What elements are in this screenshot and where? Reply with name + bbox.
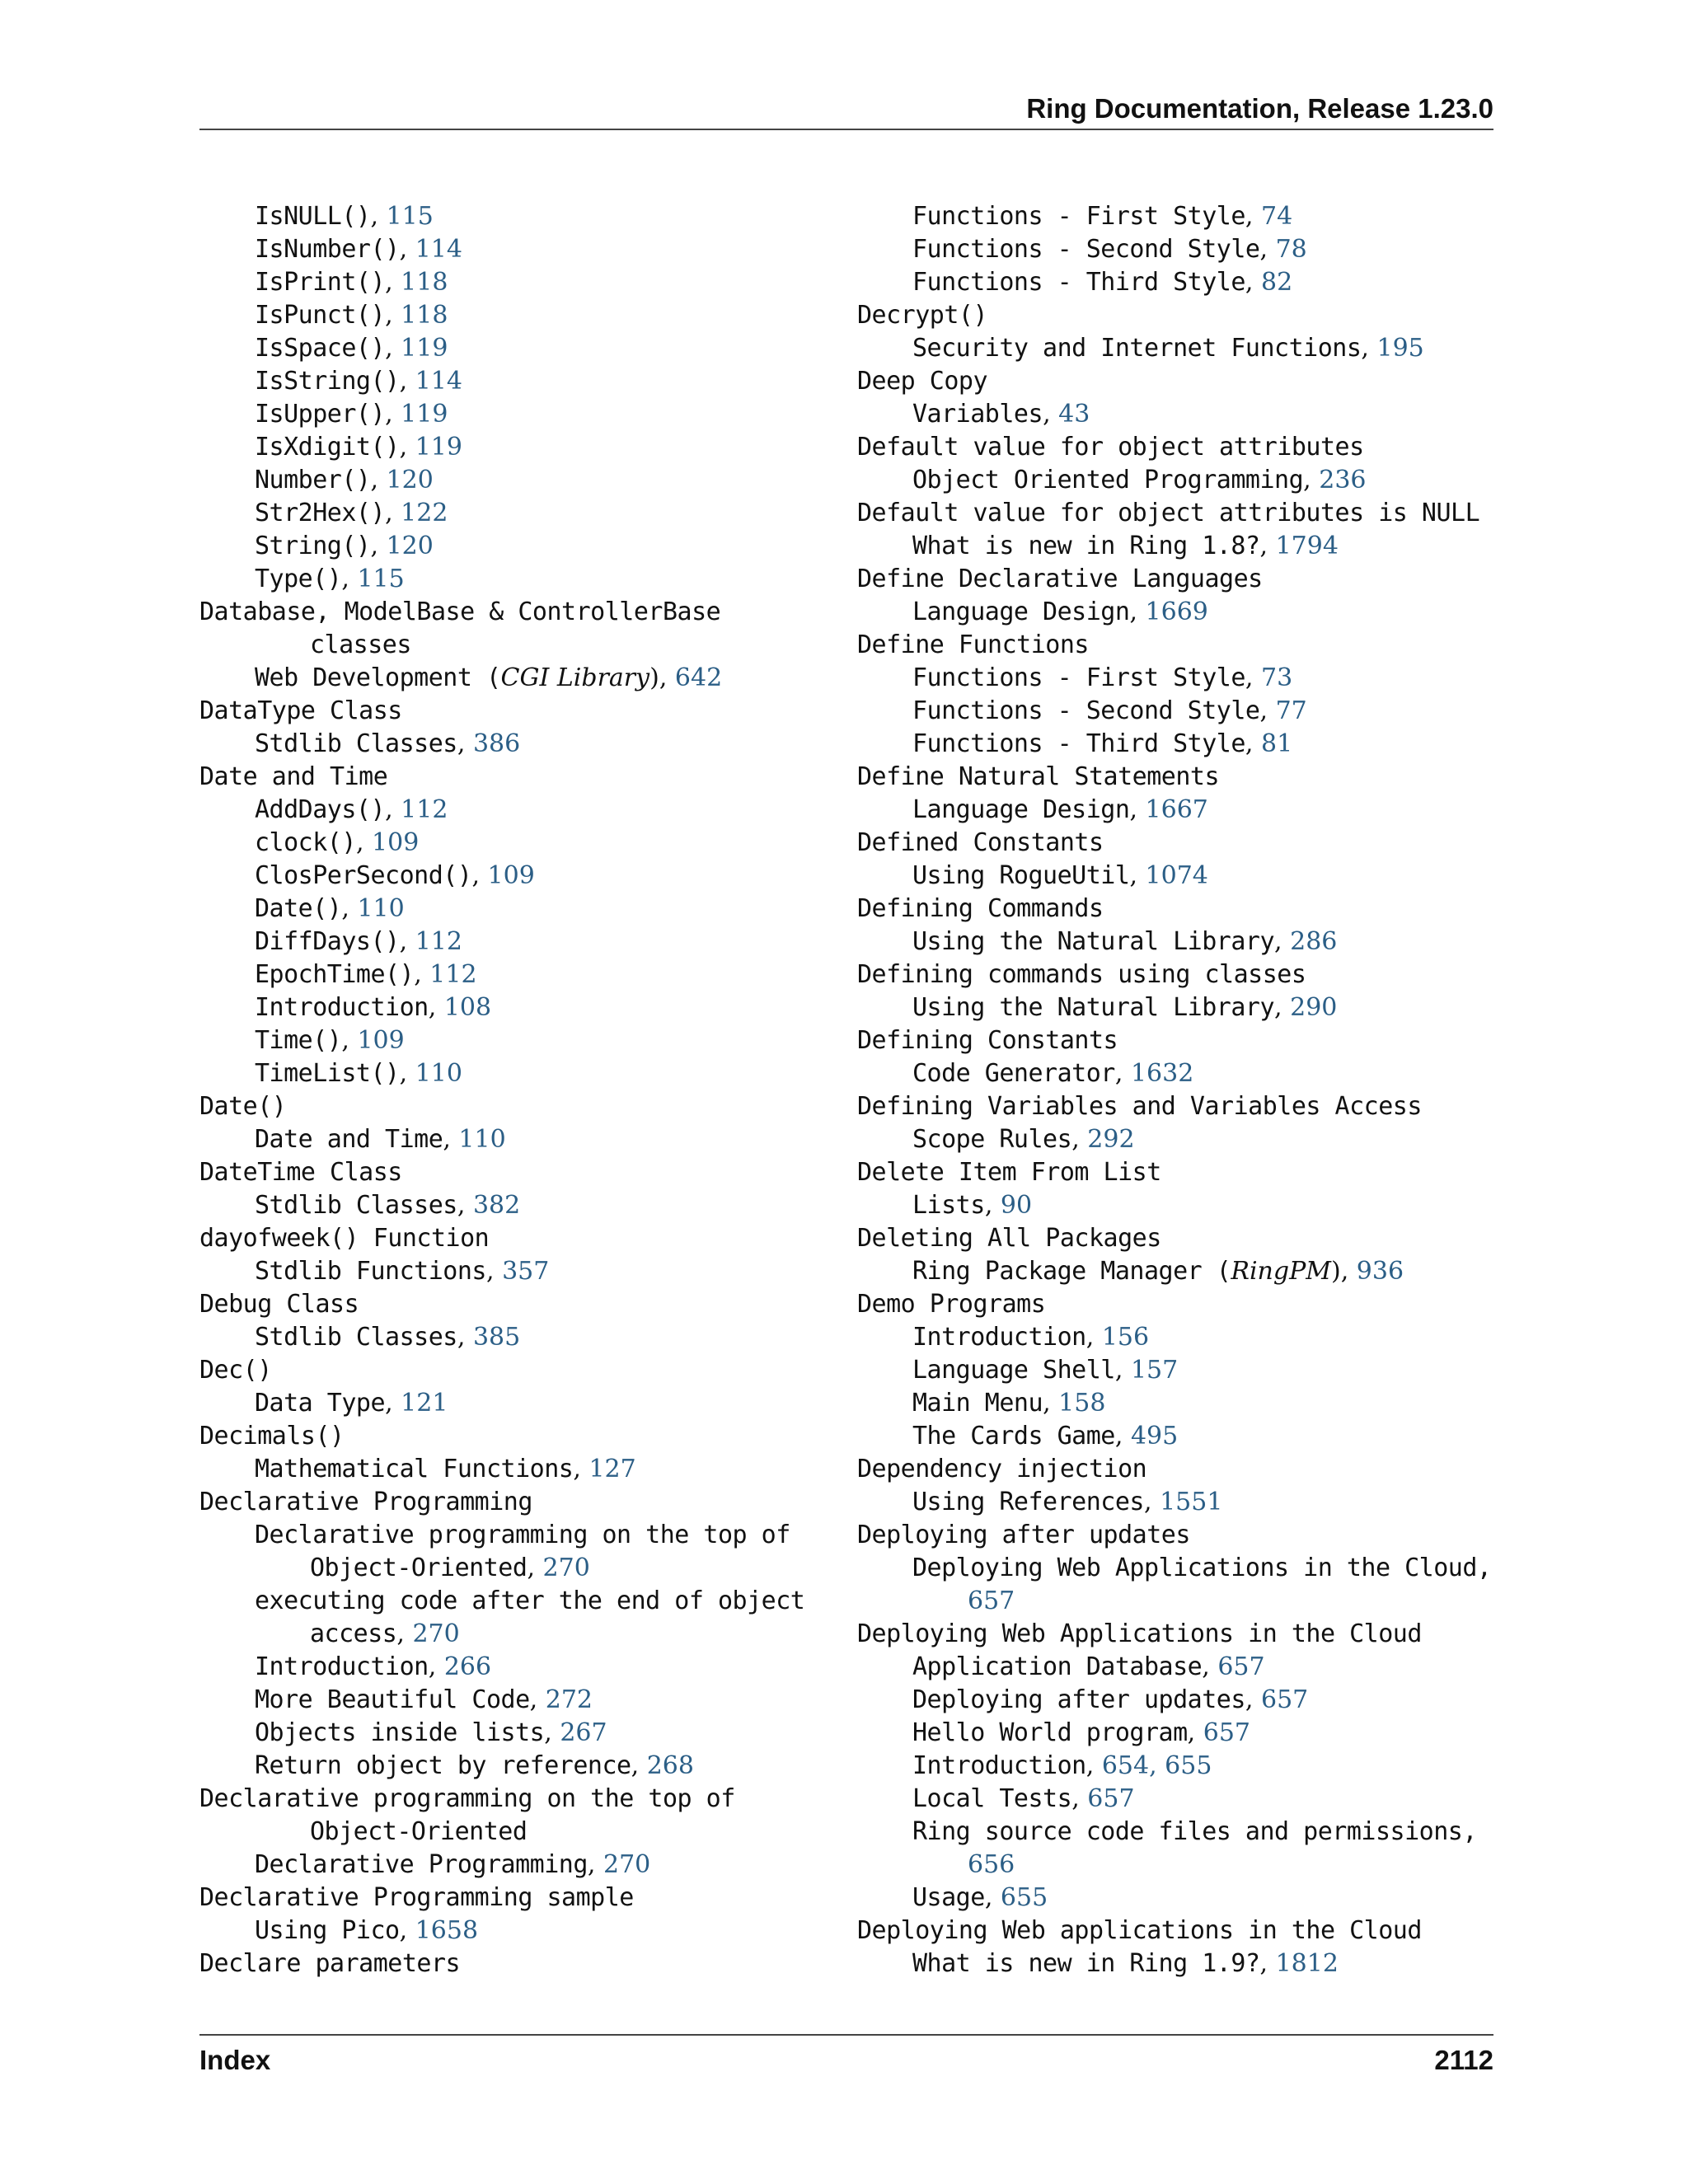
index-term-text: Define Functions	[857, 630, 1089, 659]
page-reference-link[interactable]: 77	[1275, 696, 1307, 725]
index-term-text: Dec()	[199, 1356, 272, 1385]
index-term-text: Data Type	[255, 1389, 386, 1418]
index-term-text: Using References	[912, 1488, 1144, 1516]
page-reference-link[interactable]: 119	[401, 334, 448, 363]
index-term-text: Default value for object attributes	[857, 433, 1364, 462]
index-subterm: Data Type, 121	[255, 1389, 448, 1418]
index-term-text: Functions - Third Style	[912, 729, 1245, 758]
index-term	[857, 1090, 1500, 1123]
index-subterm: Functions - Second Style, 77	[912, 696, 1307, 725]
index-term-text: More Beautiful Code	[255, 1685, 530, 1714]
page-reference-link[interactable]: 110	[458, 1125, 506, 1154]
page-reference-link[interactable]: 119	[401, 400, 448, 429]
page-reference-link[interactable]: 1632	[1130, 1059, 1194, 1088]
index-term-italic: RingPM	[1231, 1257, 1331, 1286]
index-term-text: Functions - First Style	[912, 663, 1245, 692]
index-term-text: Delete Item From List	[857, 1158, 1161, 1187]
index-term-text: Security and Internet Functions	[912, 334, 1362, 363]
index-subterm: Functions - First Style, 73	[912, 663, 1293, 692]
index-subterm: Local Tests, 657	[912, 1784, 1135, 1813]
index-term	[857, 1915, 1500, 1947]
index-subterm: clock(), 109	[255, 828, 420, 857]
index-term	[199, 1354, 826, 1387]
footer-section-label: Index	[199, 2045, 271, 2075]
page-reference-link[interactable]: 157	[1130, 1356, 1179, 1385]
index-subterm: IsString(), 114	[255, 367, 462, 396]
index-term-text: Deleting All Packages	[857, 1224, 1161, 1253]
index-term-text: Objects inside lists	[255, 1718, 545, 1747]
index-term-text: Declarative programming on the top of	[255, 1521, 790, 1549]
page-reference-link[interactable]: 78	[1275, 235, 1307, 264]
index-term-text: Stdlib Classes	[255, 729, 457, 758]
page-reference-link[interactable]: 357	[502, 1257, 550, 1286]
index-subterm: Application Database, 657	[912, 1652, 1265, 1681]
index-subterm: IsNULL(), 115	[255, 202, 434, 231]
page-reference-link[interactable]: 119	[415, 433, 462, 462]
index-term	[857, 365, 1500, 398]
index-term-text: Database, ModelBase & ControllerBase	[199, 598, 721, 626]
index-subterm: Date and Time, 110	[255, 1125, 506, 1154]
page-reference-link[interactable]: 270	[603, 1850, 651, 1879]
index-term	[199, 1288, 826, 1321]
page-reference-link[interactable]: 1669	[1145, 598, 1208, 626]
index-subterm: Code Generator, 1632	[912, 1059, 1194, 1088]
index-term-text: dayofweek() Function	[199, 1224, 490, 1253]
index-term-text: Usage	[912, 1883, 985, 1912]
page-reference-link[interactable]: 1074	[1145, 861, 1208, 890]
page-reference-link[interactable]: 272	[545, 1685, 593, 1714]
index-term-text: Functions - Second Style	[912, 235, 1260, 264]
index-subterm: Language Design, 1667	[912, 795, 1208, 824]
page-reference-link[interactable]: 90	[1000, 1191, 1033, 1220]
index-subterm: Lists, 90	[912, 1191, 1033, 1220]
index-term-text: IsPrint()	[255, 268, 386, 297]
index-term	[857, 497, 1500, 530]
index-term-text: Date and Time	[255, 1125, 443, 1154]
page-reference-link[interactable]: 656	[968, 1850, 1015, 1879]
page-reference-link[interactable]: 1658	[415, 1916, 479, 1945]
index-subterm: Language Shell, 157	[912, 1356, 1179, 1385]
page-reference-link[interactable]: 158	[1058, 1389, 1106, 1418]
index-subterm: ClosPerSecond(), 109	[255, 861, 535, 890]
index-term-text: Deploying Web applications in the Cloud	[857, 1916, 1422, 1945]
index-term-text: Web Development (	[255, 663, 501, 692]
page-reference-link[interactable]: 109	[357, 1026, 405, 1055]
index-term	[199, 1486, 826, 1519]
index-term-text: Default value for object attributes is NULL	[857, 499, 1480, 527]
index-term	[857, 761, 1500, 794]
index-term-text: Object-Oriented	[310, 1817, 528, 1846]
index-subterm: Stdlib Functions, 357	[255, 1257, 550, 1286]
index-subterm: Date(), 110	[255, 894, 405, 923]
index-subterm: IsPrint(), 118	[255, 268, 448, 297]
index-term-text: Object-Oriented	[310, 1554, 528, 1582]
page-reference-link[interactable]: 120	[386, 532, 434, 560]
index-term	[857, 563, 1500, 596]
index-subterm: Using the Natural Library, 290	[912, 993, 1338, 1022]
index-subterm	[857, 1816, 1500, 1849]
page-reference-link[interactable]: 655	[1000, 1883, 1048, 1912]
index-term-text: Stdlib Functions	[255, 1257, 486, 1286]
page-reference-link[interactable]: 195	[1376, 334, 1424, 363]
index-subterm: Str2Hex(), 122	[255, 499, 448, 527]
index-term-text: Date and Time	[199, 762, 388, 791]
index-term	[857, 1156, 1500, 1189]
index-term-text: Functions - First Style	[912, 202, 1245, 231]
index-term	[199, 1090, 826, 1123]
page-reference-link[interactable]: 114	[415, 235, 462, 264]
index-subterm: Functions - Third Style, 82	[912, 268, 1293, 297]
index-term-text: Functions - Second Style	[912, 696, 1260, 725]
index-subterm	[199, 1519, 826, 1552]
page-reference-link[interactable]: 112	[429, 960, 477, 989]
index-term-text: Stdlib Classes	[255, 1191, 457, 1220]
page-reference-link[interactable]: 654, 655	[1101, 1751, 1212, 1780]
index-term-text: Time()	[255, 1026, 342, 1055]
index-term-text: AddDays()	[255, 795, 386, 824]
index-subterm: Introduction, 266	[255, 1652, 492, 1681]
index-term	[857, 893, 1500, 926]
index-term-text: Code Generator	[912, 1059, 1115, 1088]
index-term-text: Demo Programs	[857, 1290, 1046, 1319]
index-term-text: Decimals()	[199, 1422, 345, 1451]
index-subterm: Time(), 109	[255, 1026, 405, 1055]
index-term-text: DateTime Class	[199, 1158, 402, 1187]
page-reference-link[interactable]: 156	[1101, 1323, 1150, 1352]
index-term-text: IsXdigit()	[255, 433, 400, 462]
index-term-text: IsUpper()	[255, 400, 386, 429]
index-term-text: Application Database	[912, 1652, 1203, 1681]
page-reference-link[interactable]: 122	[401, 499, 448, 527]
index-term-text: Defining Commands	[857, 894, 1104, 923]
index-term-text: Using the Natural Library	[912, 927, 1275, 956]
index-subterm: Hello World program, 657	[912, 1718, 1251, 1747]
page-header	[199, 92, 1493, 130]
index-subterm: AddDays(), 112	[255, 795, 448, 824]
index-subterm: Objects inside lists, 267	[255, 1718, 607, 1747]
index-term-text: Mathematical Functions	[255, 1455, 574, 1483]
index-term-text: The Cards Game	[912, 1422, 1115, 1451]
page-reference-link[interactable]: 657	[1261, 1685, 1309, 1714]
index-subterm: IsSpace(), 119	[255, 334, 448, 363]
index-term-text: DataType Class	[199, 696, 402, 725]
index-subterm	[857, 1552, 1500, 1585]
index-continuation: Object-Oriented, 270	[310, 1554, 590, 1582]
page-reference-link[interactable]: 112	[415, 927, 462, 956]
index-term-text: Scope Rules	[912, 1125, 1072, 1154]
index-subterm: Deploying after updates, 657	[912, 1685, 1309, 1714]
index-continuation	[199, 629, 826, 662]
index-subterm: IsNumber(), 114	[255, 235, 462, 264]
page-reference-link[interactable]: 657	[968, 1586, 1015, 1615]
index-term-text: Deep Copy	[857, 367, 988, 396]
index-term	[857, 1222, 1500, 1255]
index-term	[857, 299, 1500, 332]
index-continuation	[199, 1816, 826, 1849]
page-reference-link[interactable]: 657	[1087, 1784, 1135, 1813]
page-reference-link[interactable]: 292	[1087, 1125, 1135, 1154]
index-subterm: Type(), 115	[255, 565, 405, 593]
index-term	[857, 958, 1500, 991]
index-term-text: IsNumber()	[255, 235, 400, 264]
page-reference-link[interactable]: 495	[1130, 1422, 1179, 1451]
index-term-text: Introduction	[912, 1751, 1086, 1780]
page-reference-link[interactable]: 267	[560, 1718, 607, 1747]
index-term-text: Number()	[255, 466, 371, 494]
index-term-text: Functions - Third Style	[912, 268, 1245, 297]
index-subterm: TimeList(), 110	[255, 1059, 462, 1088]
index-subterm: Web Development (CGI Library), 642	[255, 663, 723, 692]
index-term-text: Deploying after updates	[912, 1685, 1245, 1714]
page-reference-link[interactable]: 127	[588, 1455, 636, 1483]
index-term-text: Declare parameters	[199, 1949, 461, 1978]
index-term	[199, 1156, 826, 1189]
index-term-text: Deploying Web Applications in the Cloud	[857, 1619, 1422, 1648]
page-reference-link[interactable]: 112	[401, 795, 448, 824]
index-subterm: What is new in Ring 1.8?, 1794	[912, 532, 1339, 560]
index-column-left	[199, 200, 826, 1980]
index-term-text: Date()	[199, 1092, 287, 1121]
index-subterm: More Beautiful Code, 272	[255, 1685, 593, 1714]
index-term	[857, 1453, 1500, 1486]
index-term-text: IsPunct()	[255, 301, 386, 330]
index-term	[857, 1024, 1500, 1057]
index-term-text: TimeList()	[255, 1059, 400, 1088]
page-reference-link[interactable]: 118	[401, 301, 448, 330]
page-reference-link[interactable]: 1812	[1275, 1949, 1339, 1978]
index-term-text: Variables	[912, 400, 1043, 429]
index-term-text: access	[310, 1619, 397, 1648]
page-reference-link[interactable]: 109	[372, 828, 420, 857]
index-subterm: Ring Package Manager (RingPM), 936	[912, 1257, 1404, 1286]
index-term-text: Stdlib Classes	[255, 1323, 457, 1352]
index-term-text: ClosPerSecond()	[255, 861, 472, 890]
index-term-text: Defining Variables and Variables Access	[857, 1092, 1422, 1121]
page-reference-link[interactable]: 82	[1261, 268, 1293, 297]
page-reference-link[interactable]: 73	[1261, 663, 1293, 692]
index-subterm: Introduction, 156	[912, 1323, 1150, 1352]
index-term-text: Deploying Web Applications in the Cloud,	[912, 1554, 1492, 1582]
index-subterm: The Cards Game, 495	[912, 1422, 1179, 1451]
index-term-text: Deploying after updates	[857, 1521, 1190, 1549]
index-subterm: Functions - First Style, 74	[912, 202, 1293, 231]
index-term	[857, 827, 1500, 860]
index-subterm: Language Design, 1669	[912, 598, 1208, 626]
page-reference-link[interactable]: 114	[415, 367, 462, 396]
index-term-text: Return object by reference	[255, 1751, 631, 1780]
index-term-text: Using RogueUtil	[912, 861, 1130, 890]
index-subterm: Using Pico, 1658	[255, 1916, 479, 1945]
index-subterm: IsPunct(), 118	[255, 301, 448, 330]
index-term-text: Declarative Programming	[255, 1850, 588, 1879]
index-term-text: What is new in Ring 1.9?	[912, 1949, 1260, 1978]
index-term-text: Declarative Programming sample	[199, 1883, 634, 1912]
index-term-italic: CGI Library	[500, 663, 650, 692]
index-term-text: Main Menu	[912, 1389, 1043, 1418]
page-reference-link[interactable]: 108	[443, 993, 492, 1022]
page-reference-link[interactable]: 386	[472, 729, 521, 758]
index-subterm: Introduction, 654, 655	[912, 1751, 1212, 1780]
index-subterm: Variables, 43	[912, 400, 1090, 429]
index-term-text: Date()	[255, 894, 342, 923]
index-term-text: Str2Hex()	[255, 499, 386, 527]
index-continuation: access, 270	[310, 1619, 460, 1648]
index-term-text: Declarative programming on the top of	[199, 1784, 735, 1813]
index-subterm: Functions - Third Style, 81	[912, 729, 1293, 758]
page-reference-link[interactable]: 270	[412, 1619, 460, 1648]
page-reference-link[interactable]: 290	[1290, 993, 1338, 1022]
index-term-text: String()	[255, 532, 371, 560]
index-subterm: IsXdigit(), 119	[255, 433, 462, 462]
index-term-text: Local Tests	[912, 1784, 1072, 1813]
index-term-text: What is new in Ring 1.8?	[912, 532, 1260, 560]
index-subterm: DiffDays(), 112	[255, 927, 462, 956]
index-term	[857, 1288, 1500, 1321]
page-reference-link[interactable]: 266	[443, 1652, 492, 1681]
index-term-text: Using the Natural Library	[912, 993, 1275, 1022]
index-term	[199, 1947, 826, 1980]
index-subterm: Using RogueUtil, 1074	[912, 861, 1208, 890]
index-term-text: Define Declarative Languages	[857, 565, 1263, 593]
page-reference-link[interactable]: 268	[646, 1751, 694, 1780]
index-term-text: IsSpace()	[255, 334, 386, 363]
index-term-text: Hello World program	[912, 1718, 1188, 1747]
index-subterm: Object Oriented Programming, 236	[912, 466, 1367, 494]
page-reference-link[interactable]: 657	[1203, 1718, 1251, 1747]
page-reference-link[interactable]: 110	[415, 1059, 462, 1088]
index-subterm: Main Menu, 158	[912, 1389, 1106, 1418]
index-term	[199, 1783, 826, 1816]
page-reference-link[interactable]: 120	[386, 466, 434, 494]
index-term-text: Defining commands using classes	[857, 960, 1306, 989]
index-subterm: Declarative Programming, 270	[255, 1850, 651, 1879]
index-term-text: Language Design	[912, 598, 1130, 626]
index-term-text: DiffDays()	[255, 927, 400, 956]
index-subterm: Number(), 120	[255, 466, 434, 494]
page-reference-link[interactable]: 642	[674, 663, 723, 692]
index-term	[199, 695, 826, 728]
page-reference-link[interactable]: 115	[386, 202, 434, 231]
index-subterm: Security and Internet Functions, 195	[912, 334, 1424, 363]
index-term-text: IsNULL()	[255, 202, 371, 231]
index-subterm: Using References, 1551	[912, 1488, 1223, 1516]
index-term	[199, 596, 826, 629]
index-term-text: Object Oriented Programming	[912, 466, 1304, 494]
index-term-text: IsString()	[255, 367, 400, 396]
index-term	[857, 431, 1500, 464]
index-subterm: Usage, 655	[912, 1883, 1048, 1912]
index-term	[199, 1222, 826, 1255]
index-term-text: Debug Class	[199, 1290, 359, 1319]
index-column-right	[857, 200, 1500, 1980]
index-term-text: Ring Package Manager (	[912, 1257, 1231, 1286]
index-term	[199, 1420, 826, 1453]
index-term-text: classes	[310, 630, 411, 659]
page-reference-link[interactable]: 236	[1319, 466, 1367, 494]
index-continuation	[857, 1849, 1500, 1882]
index-term-text: executing code after the end of object	[255, 1586, 805, 1615]
index-term-text: Type()	[255, 565, 342, 593]
index-subterm: EpochTime(), 112	[255, 960, 477, 989]
index-term-suffix: )	[649, 663, 659, 692]
index-subterm: IsUpper(), 119	[255, 400, 448, 429]
index-term	[199, 1882, 826, 1915]
page-reference-link[interactable]: 382	[472, 1191, 521, 1220]
index-subterm: Using the Natural Library, 286	[912, 927, 1338, 956]
index-subterm: String(), 120	[255, 532, 434, 560]
page-reference-link[interactable]: 657	[1217, 1652, 1265, 1681]
page-reference-link[interactable]: 1794	[1275, 532, 1339, 560]
index-subterm: Stdlib Classes, 385	[255, 1323, 521, 1352]
index-subterm: Stdlib Classes, 386	[255, 729, 521, 758]
index-subterm: Introduction, 108	[255, 993, 492, 1022]
page-reference-link[interactable]: 286	[1290, 927, 1338, 956]
index-term-text: Lists	[912, 1191, 985, 1220]
index-subterm: Functions - Second Style, 78	[912, 235, 1307, 264]
index-subterm: Scope Rules, 292	[912, 1125, 1135, 1154]
index-term-text: Defined Constants	[857, 828, 1104, 857]
page-reference-link[interactable]: 385	[472, 1323, 521, 1352]
page-reference-link[interactable]: 43	[1058, 400, 1090, 429]
index-term-text: Introduction	[255, 1652, 429, 1681]
page-reference-link[interactable]: 118	[401, 268, 448, 297]
page-reference-link[interactable]: 74	[1261, 202, 1293, 231]
page-footer	[199, 2034, 1493, 2083]
index-term-text: Dependency injection	[857, 1455, 1147, 1483]
index-term	[857, 1519, 1500, 1552]
page-reference-link[interactable]: 109	[487, 861, 535, 890]
index-term	[199, 761, 826, 794]
index-subterm: Stdlib Classes, 382	[255, 1191, 521, 1220]
footer-page-number: 2112	[1434, 2045, 1493, 2075]
index-term-text: clock()	[255, 828, 356, 857]
index-term-suffix: )	[1330, 1257, 1341, 1286]
index-subterm: What is new in Ring 1.9?, 1812	[912, 1949, 1339, 1978]
running-header-title: Ring Documentation, Release 1.23.0	[1026, 93, 1493, 124]
index-term-text: Declarative Programming	[199, 1488, 532, 1516]
index-subterm: Return object by reference, 268	[255, 1751, 694, 1780]
index-subterm	[199, 1585, 826, 1618]
index-term-text: Language Design	[912, 795, 1130, 824]
index-term	[857, 629, 1500, 662]
index-term-text: Introduction	[255, 993, 429, 1022]
page-reference-link[interactable]: 115	[357, 565, 405, 593]
index-term-text: Introduction	[912, 1323, 1086, 1352]
page-reference-link[interactable]: 270	[542, 1554, 590, 1582]
page-reference-link[interactable]: 121	[401, 1389, 448, 1418]
index-term-text: Language Shell	[912, 1356, 1115, 1385]
index-continuation	[857, 1585, 1500, 1618]
page-reference-link[interactable]: 1667	[1145, 795, 1208, 824]
index-term-text: Define Natural Statements	[857, 762, 1220, 791]
index-term-text: Using Pico	[255, 1916, 400, 1945]
index-term	[857, 1618, 1500, 1651]
page-reference-link[interactable]: 1551	[1160, 1488, 1223, 1516]
page-reference-link[interactable]: 110	[357, 894, 405, 923]
page-reference-link[interactable]: 936	[1356, 1257, 1404, 1286]
index-term-text: Decrypt()	[857, 301, 988, 330]
index-term-text: Ring source code files and permissions,	[912, 1817, 1477, 1846]
index-subterm: Mathematical Functions, 127	[255, 1455, 636, 1483]
index-term-text: EpochTime()	[255, 960, 415, 989]
index-term-text: Defining Constants	[857, 1026, 1118, 1055]
page-reference-link[interactable]: 81	[1261, 729, 1293, 758]
